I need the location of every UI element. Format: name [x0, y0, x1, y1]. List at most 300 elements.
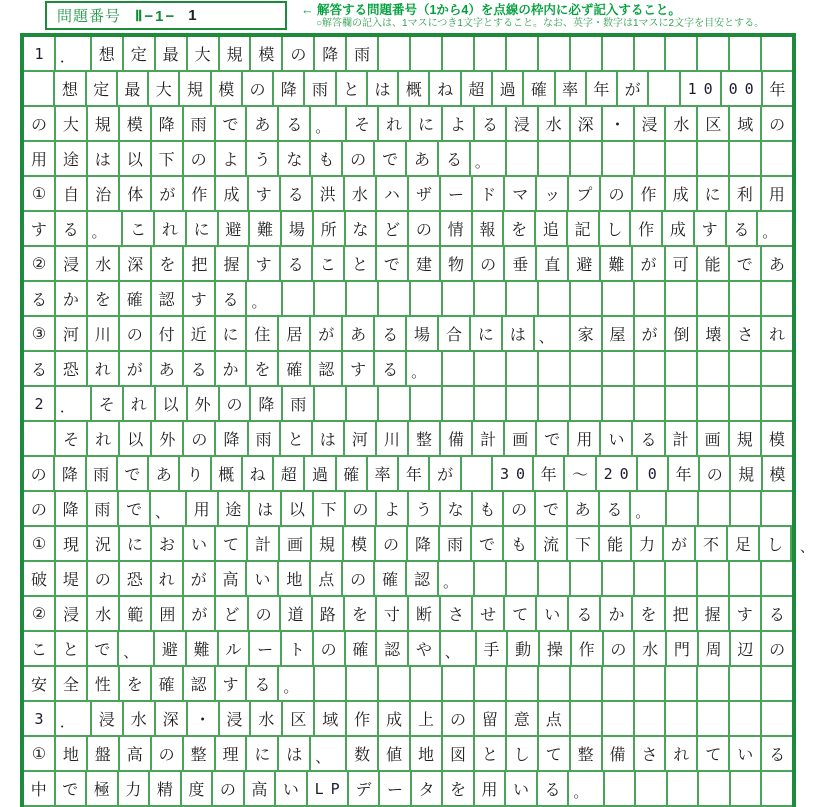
- grid-cell: 図: [443, 737, 475, 770]
- grid-cell: [699, 492, 731, 525]
- grid-cell: [730, 562, 762, 595]
- grid-cell: 。: [88, 212, 124, 245]
- grid-cell: [379, 667, 411, 700]
- grid-cell: 年: [769, 82, 786, 99]
- grid-cell: [475, 352, 507, 385]
- grid-cell: る: [375, 352, 407, 385]
- grid-cell: な: [279, 142, 311, 175]
- grid-cell: は: [279, 737, 311, 770]
- grid-cell: 高: [245, 772, 277, 805]
- grid-cell: [698, 142, 730, 175]
- grid-row: [24, 632, 792, 667]
- grid-cell: ね: [243, 457, 274, 490]
- grid-cell: 0: [638, 457, 669, 490]
- grid-cell: の: [346, 492, 378, 525]
- grid-cell: か: [56, 282, 88, 315]
- grid-cell: 況: [88, 527, 120, 560]
- grid-cell: [379, 387, 411, 420]
- grid-cell: れ: [152, 562, 184, 595]
- grid-cell: で: [118, 457, 149, 490]
- grid-cell: で: [56, 772, 88, 805]
- grid-cell: か: [601, 597, 633, 630]
- grid-cell: 過: [493, 72, 524, 105]
- grid-cell: [667, 492, 699, 525]
- grid-cell: 堤: [56, 562, 88, 595]
- grid-cell: 作: [347, 702, 379, 735]
- grid-cell: に: [247, 737, 279, 770]
- grid-row: [24, 772, 792, 807]
- grid-cell: や: [409, 632, 441, 665]
- grid-cell: 定: [87, 72, 118, 105]
- grid-cell: [635, 667, 667, 700]
- grid-cell: て: [698, 737, 730, 770]
- grid-row: [24, 667, 792, 702]
- grid-cell: [571, 387, 603, 420]
- grid-cell: と: [337, 72, 368, 105]
- grid-cell: の: [343, 562, 375, 595]
- grid-cell: と: [281, 422, 313, 455]
- grid-cell: あ: [152, 352, 184, 385]
- grid-cell: [666, 282, 698, 315]
- grid-cell: 水: [251, 702, 283, 735]
- grid-cell: 浸: [56, 597, 88, 630]
- grid-cell: 垂: [505, 247, 537, 280]
- grid-cell: で: [472, 527, 504, 560]
- grid-row: [24, 352, 792, 387]
- question-number-value: 1: [188, 7, 197, 24]
- grid-cell: 路: [313, 597, 345, 630]
- grid-cell: 自: [56, 177, 88, 210]
- grid-row: [24, 457, 792, 492]
- grid-cell: [507, 667, 539, 700]
- grid-cell: [635, 387, 667, 420]
- grid-cell: 門: [667, 632, 699, 665]
- grid-cell: 中: [24, 772, 56, 805]
- grid-cell: て: [505, 597, 537, 630]
- grid-cell: 画: [698, 422, 730, 455]
- grid-cell: 水: [88, 247, 120, 280]
- grid-row: [24, 247, 792, 282]
- grid-cell: し: [600, 212, 632, 245]
- grid-cell: あ: [343, 317, 375, 350]
- grid-cell: [315, 667, 347, 700]
- grid-cell: [635, 37, 667, 70]
- grid-cell: が: [184, 562, 216, 595]
- grid-cell: 直: [537, 247, 569, 280]
- grid-cell: [730, 702, 762, 735]
- grid-cell: [731, 772, 763, 805]
- grid-cell: す: [249, 177, 281, 210]
- grid-cell: [411, 282, 443, 315]
- grid-cell: し: [507, 737, 539, 770]
- grid-cell: 以: [282, 492, 314, 525]
- grid-cell: 途: [56, 142, 88, 175]
- grid-cell: 規: [731, 457, 762, 490]
- grid-cell: [666, 352, 698, 385]
- grid-cell: [507, 562, 539, 595]
- grid-cell: る: [727, 212, 759, 245]
- grid-cell: も: [473, 492, 505, 525]
- grid-cell: 地: [411, 737, 443, 770]
- grid-cell: 計: [473, 422, 505, 455]
- grid-cell: [730, 667, 762, 700]
- grid-cell: [462, 457, 493, 490]
- grid-cell: の: [249, 597, 281, 630]
- grid-cell: [603, 37, 635, 70]
- grid-cell: ト: [282, 632, 314, 665]
- grid-cell: お: [152, 527, 184, 560]
- grid-cell: の: [243, 72, 274, 105]
- grid-cell: 大: [56, 107, 88, 140]
- grid-cell: 最: [118, 72, 149, 105]
- grid-cell: 川: [377, 422, 409, 455]
- grid-cell: [443, 37, 475, 70]
- grid-cell: が: [633, 247, 665, 280]
- grid-cell: 以: [120, 422, 152, 455]
- grid-cell: 整: [184, 737, 216, 770]
- grid-cell: 浸: [507, 107, 539, 140]
- grid-cell: 。: [279, 667, 315, 700]
- grid-cell: 不: [696, 527, 728, 560]
- grid-cell: 降: [55, 457, 86, 490]
- instructions: [301, 1, 764, 30]
- grid-cell: 浸: [56, 247, 88, 280]
- grid-cell: を: [247, 352, 279, 385]
- grid-cell: 上: [411, 702, 443, 735]
- grid-cell: も: [311, 142, 343, 175]
- grid-cell: [507, 142, 539, 175]
- grid-cell: 模: [212, 72, 243, 105]
- grid-cell: 破: [24, 562, 56, 595]
- grid-cell: 雨: [184, 107, 216, 140]
- grid-cell: 点: [539, 702, 571, 735]
- question-number-box[interactable]: [45, 1, 287, 30]
- grid-cell: 付: [152, 317, 184, 350]
- grid-cell: [283, 282, 315, 315]
- grid-cell: 手: [477, 632, 509, 665]
- grid-cell: 高: [216, 562, 248, 595]
- grid-row: [24, 142, 792, 177]
- grid-cell: プ: [569, 177, 601, 210]
- grid-cell: 3: [24, 702, 56, 735]
- grid-cell: [507, 37, 539, 70]
- grid-cell: 深: [156, 702, 188, 735]
- grid-cell: 雨: [283, 387, 315, 420]
- grid-cell: 浸: [92, 702, 124, 735]
- grid-cell: 力: [632, 527, 664, 560]
- grid-cell: の: [504, 492, 536, 525]
- grid-cell: い: [247, 562, 279, 595]
- grid-cell: [603, 352, 635, 385]
- grid-cell: 度: [182, 772, 214, 805]
- grid-cell: 河: [345, 422, 377, 455]
- grid-cell: て: [216, 527, 248, 560]
- grid-cell: い: [276, 772, 308, 805]
- grid-cell: 降: [251, 387, 283, 420]
- grid-cell: 値: [379, 737, 411, 770]
- grid-cell: [315, 282, 347, 315]
- grid-cell: 降: [152, 107, 184, 140]
- grid-cell: [571, 352, 603, 385]
- grid-cell: を: [120, 667, 152, 700]
- grid-cell: れ: [379, 107, 411, 140]
- grid-cell: 足: [728, 527, 760, 560]
- grid-cell: さ: [441, 597, 473, 630]
- grid-cell: [347, 387, 379, 420]
- grid-cell: 。: [439, 562, 475, 595]
- grid-cell: 数: [347, 737, 379, 770]
- grid-cell: さ: [635, 737, 667, 770]
- grid-cell: い: [184, 527, 216, 560]
- grid-cell: [603, 562, 635, 595]
- grid-cell: 最: [156, 37, 188, 70]
- grid-cell: の: [152, 737, 184, 770]
- grid-cell: 用: [569, 422, 601, 455]
- grid-cell: [605, 772, 637, 805]
- grid-cell: の: [376, 527, 408, 560]
- grid-cell: の: [769, 117, 786, 134]
- grid-cell: 用: [187, 492, 219, 525]
- grid-cell: よ: [377, 492, 409, 525]
- grid-cell: [571, 562, 603, 595]
- grid-cell: 00: [722, 72, 763, 105]
- grid-cell: [539, 562, 571, 595]
- grid-cell: 力: [119, 772, 151, 805]
- grid-cell: 、: [441, 632, 477, 665]
- grid-cell: 恐: [56, 352, 88, 385]
- grid-cell: 、: [119, 632, 155, 665]
- grid-cell: ・: [603, 107, 635, 140]
- grid-cell: に: [187, 212, 219, 245]
- grid-row: [24, 527, 814, 562]
- grid-cell: ザ: [409, 177, 441, 210]
- grid-cell: ．: [56, 702, 92, 735]
- grid-cell: [571, 142, 603, 175]
- grid-cell: れ: [155, 212, 187, 245]
- grid-cell: 用: [24, 142, 56, 175]
- grid-cell: [762, 562, 792, 595]
- grid-cell: を: [152, 247, 184, 280]
- grid-cell: 深: [571, 107, 603, 140]
- instruction-primary: ← 解答する問題番号（1から4）を点線の枠内に必ず記入すること。: [301, 3, 681, 17]
- grid-cell: さ: [730, 317, 762, 350]
- grid-cell: 規: [88, 107, 120, 140]
- grid-cell: 成: [663, 212, 695, 245]
- grid-cell: [635, 282, 667, 315]
- grid-cell: 水: [88, 597, 120, 630]
- grid-cell: [507, 352, 539, 385]
- grid-cell: [475, 387, 507, 420]
- grid-cell: 精: [150, 772, 182, 805]
- grid-cell: 雨: [249, 422, 281, 455]
- grid-cell: 道: [281, 597, 313, 630]
- grid-cell: 率: [556, 72, 587, 105]
- grid-cell: [443, 667, 475, 700]
- grid-cell: 屋: [603, 317, 635, 350]
- grid-cell: 川: [88, 317, 120, 350]
- grid-row: [24, 422, 792, 457]
- grid-cell: 規: [220, 37, 252, 70]
- grid-cell: 把: [666, 597, 698, 630]
- grid-cell: も: [504, 527, 536, 560]
- grid-cell: 概: [212, 457, 243, 490]
- grid-cell: 模: [120, 107, 152, 140]
- grid-cell: [730, 37, 762, 70]
- grid-cell: [411, 387, 443, 420]
- grid-cell: [698, 37, 730, 70]
- grid-cell: の: [343, 142, 375, 175]
- grid-cell: し: [760, 527, 792, 560]
- grid-cell: 。: [569, 772, 605, 805]
- grid-cell: [762, 667, 792, 700]
- grid-row: [24, 702, 792, 737]
- grid-cell: 全: [56, 667, 88, 700]
- grid-cell: [698, 282, 730, 315]
- grid-cell: を: [443, 772, 475, 805]
- grid-cell: 雨: [88, 492, 120, 525]
- grid-cell: 、: [535, 317, 571, 350]
- grid-cell: [539, 37, 571, 70]
- grid-cell: 難: [187, 632, 219, 665]
- grid-cell: 近: [184, 317, 216, 350]
- grid-cell: 高: [120, 737, 152, 770]
- grid-cell: が: [664, 527, 696, 560]
- grid-cell: は: [313, 422, 345, 455]
- grid-cell: で: [730, 247, 762, 280]
- grid-cell: る: [768, 607, 785, 624]
- grid-cell: [698, 562, 730, 595]
- grid-cell: ・: [188, 702, 220, 735]
- grid-cell: 報: [473, 212, 505, 245]
- grid-cell: る: [247, 667, 279, 700]
- grid-cell: す: [695, 212, 727, 245]
- grid-cell: [666, 667, 698, 700]
- grid-cell: の: [314, 632, 346, 665]
- grid-cell: [762, 282, 792, 315]
- grid-cell: [24, 422, 56, 455]
- grid-cell: う: [409, 492, 441, 525]
- grid-cell: [730, 387, 762, 420]
- grid-cell: 握: [698, 597, 730, 630]
- grid-cell: 記: [568, 212, 600, 245]
- grid-cell: の: [700, 457, 731, 490]
- grid-cell: [635, 562, 667, 595]
- grid-cell: 理: [216, 737, 248, 770]
- grid-cell: [571, 37, 603, 70]
- grid-cell: 極: [87, 772, 119, 805]
- grid-cell: 物: [441, 247, 473, 280]
- grid-row: [24, 37, 792, 72]
- grid-cell: [762, 387, 792, 420]
- grid-cell: 寸: [377, 597, 409, 630]
- grid-cell: [443, 387, 475, 420]
- grid-cell: 。: [762, 224, 778, 241]
- grid-cell: る: [633, 422, 665, 455]
- grid-cell: 水: [539, 107, 571, 140]
- grid-cell: こ: [24, 632, 56, 665]
- grid-cell: 画: [280, 527, 312, 560]
- grid-cell: 。: [407, 352, 443, 385]
- grid-cell: 域: [315, 702, 347, 735]
- grid-cell: と: [345, 247, 377, 280]
- grid-cell: 体: [120, 177, 152, 210]
- grid-cell: ．: [56, 37, 92, 70]
- grid-cell: 河: [56, 317, 88, 350]
- grid-cell: [603, 667, 635, 700]
- grid-cell: 30: [493, 457, 534, 490]
- grid-cell: 情: [441, 212, 473, 245]
- grid-cell: 避: [155, 632, 187, 665]
- grid-cell: は: [503, 317, 535, 350]
- grid-cell: に: [471, 317, 503, 350]
- grid-cell: [539, 352, 571, 385]
- grid-cell: 想: [55, 72, 86, 105]
- grid-cell: 周: [699, 632, 731, 665]
- grid-cell: 下: [568, 527, 600, 560]
- grid-row: [24, 282, 792, 317]
- grid-cell: 域: [730, 107, 762, 140]
- grid-cell: の: [443, 702, 475, 735]
- grid-cell: で: [119, 492, 151, 525]
- grid-cell: 整: [409, 422, 441, 455]
- grid-cell: 確: [524, 72, 555, 105]
- grid-cell: 動: [508, 632, 540, 665]
- grid-cell: の: [220, 387, 252, 420]
- grid-cell: 握: [216, 247, 248, 280]
- grid-cell: 範: [120, 597, 152, 630]
- grid-cell: あ: [768, 257, 785, 274]
- grid-cell: 下: [152, 142, 184, 175]
- grid-cell: そ: [56, 422, 88, 455]
- grid-cell: 能: [600, 527, 632, 560]
- grid-cell: で: [216, 107, 248, 140]
- grid-cell: 模: [769, 467, 786, 484]
- grid-cell: [507, 282, 539, 315]
- grid-cell: 水: [345, 177, 377, 210]
- grid-cell: に: [216, 317, 248, 350]
- grid-cell: 大: [149, 72, 180, 105]
- grid-cell: ッ: [537, 177, 569, 210]
- grid-cell: [635, 352, 667, 385]
- grid-cell: [603, 142, 635, 175]
- grid-cell: ③: [24, 317, 56, 350]
- grid-cell: 場: [407, 317, 439, 350]
- grid-cell: に: [411, 107, 443, 140]
- grid-cell: 年: [534, 457, 565, 490]
- grid-cell: れ: [666, 737, 698, 770]
- grid-cell: 模: [768, 432, 785, 449]
- grid-cell: す: [249, 247, 281, 280]
- grid-cell: 途: [219, 492, 251, 525]
- grid-cell: で: [377, 247, 409, 280]
- grid-cell: 規: [312, 527, 344, 560]
- grid-cell: 確: [152, 667, 184, 700]
- grid-cell: こ: [123, 212, 155, 245]
- grid-cell: 年: [669, 457, 700, 490]
- grid-cell: ①: [24, 177, 56, 210]
- grid-cell: [315, 387, 347, 420]
- grid-cell: れ: [769, 327, 786, 344]
- grid-cell: ①: [24, 527, 56, 560]
- grid-cell: 想: [92, 37, 124, 70]
- grid-cell: の: [120, 317, 152, 350]
- grid-cell: こ: [313, 247, 345, 280]
- grid-cell: 認: [407, 562, 439, 595]
- grid-cell: 可: [666, 247, 698, 280]
- grid-cell: 10: [681, 72, 722, 105]
- grid-cell: が: [430, 457, 461, 490]
- grid-cell: が: [618, 72, 649, 105]
